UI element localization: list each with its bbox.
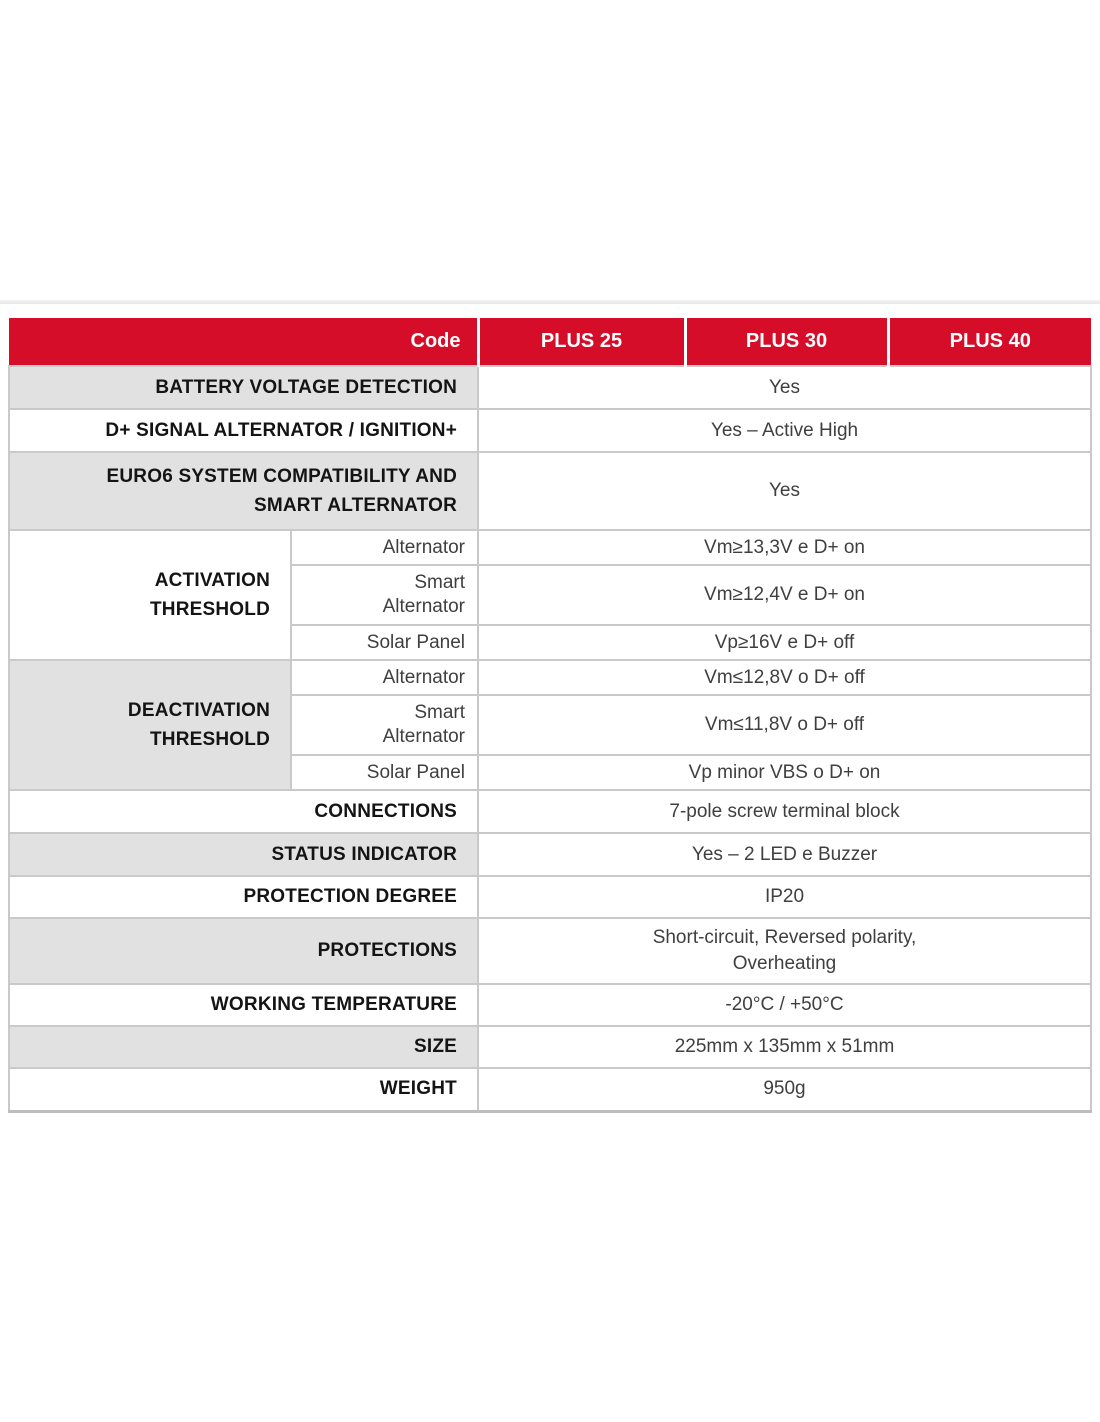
sublabel-deactivation-solar-panel: Solar Panel: [291, 755, 478, 790]
group-label-deactivation-threshold: [9, 660, 291, 790]
value-dplus-signal: Yes – Active High: [478, 409, 1091, 452]
product-spec-table: [8, 318, 1092, 1113]
value-weight: 950g: [478, 1068, 1091, 1111]
sublabel-deactivation-smart-alternator: [291, 695, 478, 755]
label-protections: PROTECTIONS: [9, 918, 478, 984]
row-weight: [9, 1068, 1091, 1111]
value-protection-degree: IP20: [478, 876, 1091, 918]
label-dplus-signal: D+ SIGNAL ALTERNATOR / IGNITION+: [9, 409, 478, 452]
sublabel-deactivation-smart-text: Smart Alternator: [382, 702, 465, 747]
group-label-activation-text: ACTIVATION THRESHOLD: [149, 569, 270, 620]
sublabel-activation-smart-text: Smart Alternator: [382, 572, 465, 617]
value-status-indicator: Yes – 2 LED e Buzzer: [478, 833, 1091, 876]
label-status-indicator: STATUS INDICATOR: [9, 833, 478, 876]
label-protection-degree: PROTECTION DEGREE: [9, 876, 478, 918]
row-dplus-signal: [9, 409, 1091, 452]
row-connections: [9, 790, 1091, 833]
label-weight: WEIGHT: [9, 1068, 478, 1111]
row-protection-degree: [9, 876, 1091, 918]
value-protections: [478, 918, 1091, 984]
value-connections: 7-pole screw terminal block: [478, 790, 1091, 833]
row-euro6-compatibility: [9, 452, 1091, 530]
sublabel-deactivation-alternator: Alternator: [291, 660, 478, 695]
row-size: [9, 1026, 1091, 1068]
sublabel-activation-alternator: Alternator: [291, 530, 478, 565]
row-battery-voltage-detection: [9, 366, 1091, 409]
label-euro6-compatibility: [9, 452, 478, 530]
label-connections: CONNECTIONS: [9, 790, 478, 833]
header-row: [9, 318, 1091, 366]
label-euro6-text: EURO6 SYSTEM COMPATIBILITY AND SMART ALTERNATOR: [106, 465, 457, 516]
value-protections-text: Short-circuit, Reversed polarity, Overheating: [652, 927, 917, 974]
label-working-temperature: WORKING TEMPERATURE: [9, 984, 478, 1026]
sublabel-activation-smart-alternator: [291, 565, 478, 625]
value-deactivation-solar-panel: Vp minor VBS o D+ on: [478, 755, 1091, 790]
value-size: 225mm x 135mm x 51mm: [478, 1026, 1091, 1068]
row-activation-alternator: [9, 530, 1091, 565]
header-column-plus-30: PLUS 30: [685, 318, 888, 366]
value-euro6-compatibility: Yes: [478, 452, 1091, 530]
label-size: SIZE: [9, 1026, 478, 1068]
value-activation-smart-alternator: Vm≥12,4V e D+ on: [478, 565, 1091, 625]
value-activation-solar-panel: Vp≥16V e D+ off: [478, 625, 1091, 660]
label-battery-voltage-detection: BATTERY VOLTAGE DETECTION: [9, 366, 478, 409]
row-status-indicator: [9, 833, 1091, 876]
top-divider-line: [0, 300, 1100, 304]
value-working-temperature: -20°C / +50°C: [478, 984, 1091, 1026]
header-column-plus-25: PLUS 25: [478, 318, 685, 366]
group-label-deactivation-text: DEACTIVATION THRESHOLD: [127, 699, 270, 750]
row-protections: [9, 918, 1091, 984]
sublabel-activation-solar-panel: Solar Panel: [291, 625, 478, 660]
value-activation-alternator: Vm≥13,3V e D+ on: [478, 530, 1091, 565]
value-battery-voltage-detection: Yes: [478, 366, 1091, 409]
header-code-cell: Code: [9, 318, 478, 366]
header-column-plus-40: PLUS 40: [888, 318, 1091, 366]
value-deactivation-alternator: Vm≤12,8V o D+ off: [478, 660, 1091, 695]
row-working-temperature: [9, 984, 1091, 1026]
group-label-activation-threshold: [9, 530, 291, 660]
value-deactivation-smart-alternator: Vm≤11,8V o D+ off: [478, 695, 1091, 755]
row-deactivation-alternator: [9, 660, 1091, 695]
